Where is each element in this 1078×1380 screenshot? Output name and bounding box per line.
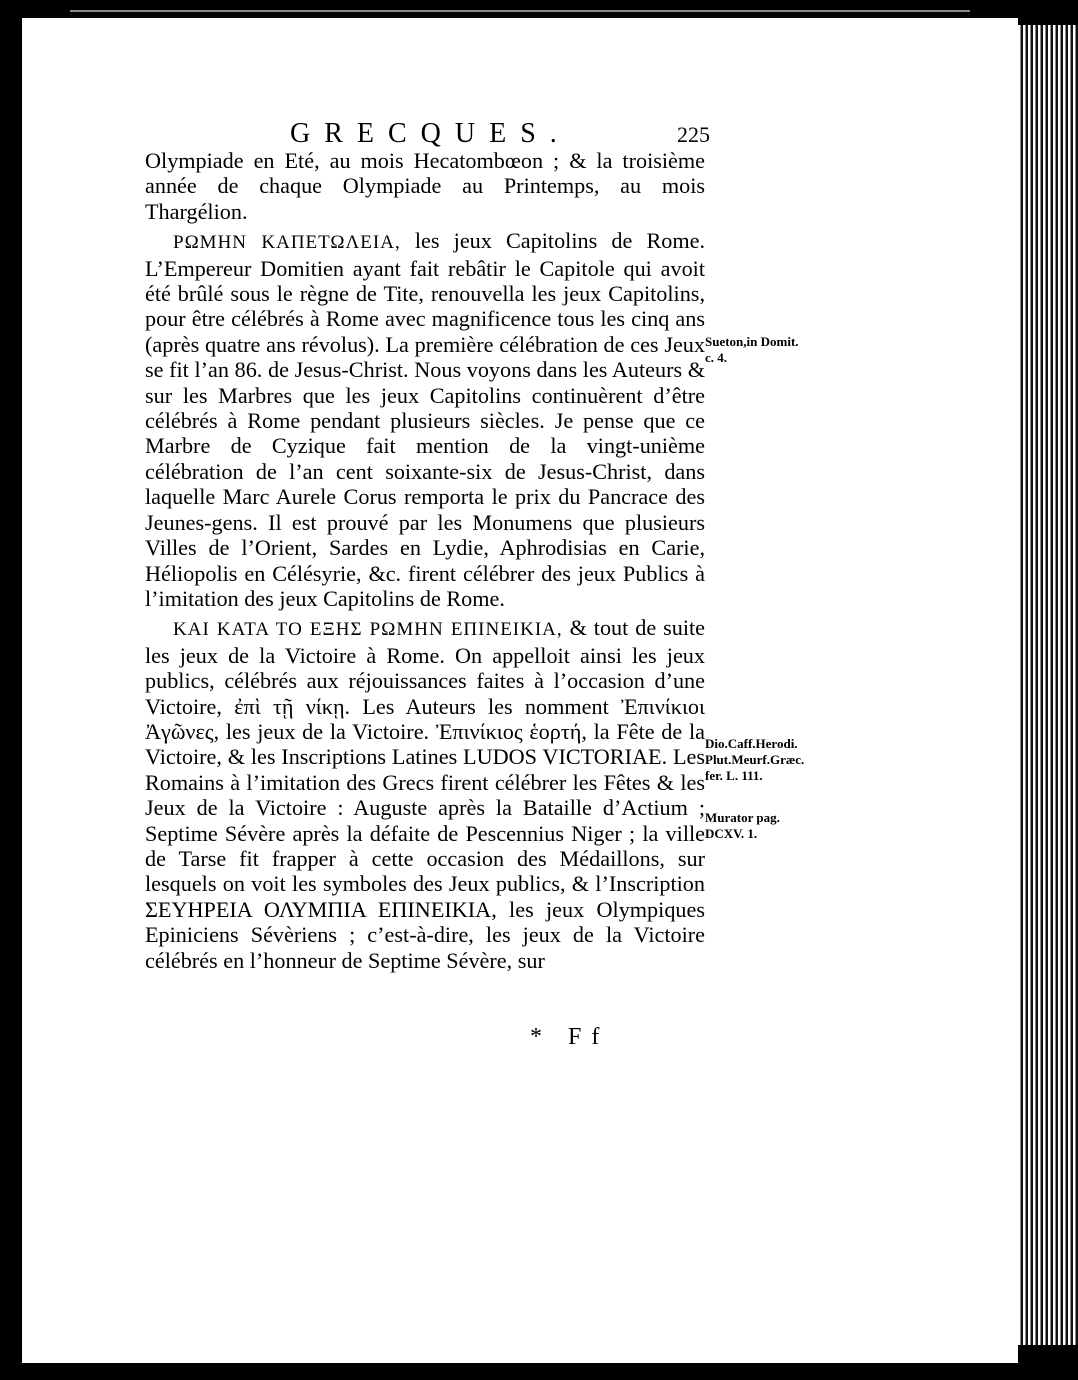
- page-number: 225: [677, 122, 710, 147]
- paragraph-3: [145, 615, 705, 973]
- margin-note-line: Dio.Caff.Herodi.: [705, 736, 798, 751]
- margin-note-line: DCXV. 1.: [705, 826, 758, 841]
- page-left-shadow: [0, 0, 22, 1380]
- paragraph-2: [145, 228, 705, 611]
- margin-note-dio: [705, 736, 845, 784]
- top-scan-line: [70, 10, 970, 12]
- page-edge-stack: [1018, 25, 1078, 1345]
- margin-note-line: c. 4.: [705, 350, 728, 365]
- paragraph-1: Olympiade en Eté, au mois Hecatombœon ; & la troisième année de chaque Olympiade au Printemps, au mois Thargélion.: [145, 148, 705, 224]
- main-text: [145, 148, 705, 973]
- margin-note-suetonius: [705, 334, 845, 366]
- margin-note-murator: [705, 810, 845, 842]
- paragraph-2-text: les jeux Capitolins de Rome. L’Empereur Domitien ayant fait rebâtir le Capitole qui avoit été brûlé sous le règne de Tite, renouvella les jeux Capitolins, pour être célébrés à Rome avec magnificence tous les cinq ans (après quatre ans révolus). La première célébration de ces Jeux se fit l’an 86. de Jesus-Christ. Nous voyons dans les Auteurs & sur les Marbres que les jeux Capitolins continuèrent d’être célébrés à Rome pendant plusieurs siècles. Je pense que ce Marbre de Cyzique fait mention de la vingt-unième célébration de l’an cent soixante-six de Jesus-Christ, dans laquelle Marc Aurele Corus remporta le prix du Pancrace des Jeunes-gens. Il est prouvé par les Monumens que plusieurs Villes de l’Orient, Sardes en Lydie, Aphrodisias en Carie, Héliopolis en Célésyrie, &c. firent célébrer des jeux Publics à l’imitation des jeux Capitolins de Rome.: [145, 228, 706, 611]
- margin-note-line: Plut.Meurf.Græc.: [705, 752, 805, 767]
- greek-heading-capitolia: ΡΩΜΗΝ ΚΑΠΕΤΩΛΕΙΑ,: [173, 232, 401, 254]
- margin-note-line: Sueton,in Domit.: [705, 334, 799, 349]
- paragraph-3-text: & tout de suite les jeux de la Victoire à Rome. On appelloit ainsi les jeux publics, célébrés aux réjouissances faites à l’occasion d’une Victoire, ἐπὶ τῇ νίκῃ. Les Auteurs les nomment Ἐπινίκιοι Ἀγῶνες, les jeux de la Victoire. Ἐπινίκιος ἑορτή, la Fête de la Victoire, & les Inscriptions Latines LUDOS VICTORIAE. Les Romains à l’imitation des Grecs firent célébrer les Fêtes & les Jeux de la Victoire : Auguste après la Bataille d’Actium ; Septime Sévère après la défaite de Pescennius Niger ; la ville de Tarse fit frapper à cette occasion des Médaillons, sur lesquels on voit les symboles des Jeux publics, & l’Inscription ΣΕΥΗΡΕΙΑ ΟΛΥΜΠΙΑ ΕΠΙΝΕΙΚΙΑ, les jeux Olympiques Epiniciens Sévèriens ; c’est-à-dire, les jeux de la Victoire célébrés en l’honneur de Septime Sévère, sur: [145, 615, 705, 973]
- running-title: GRECQUES.: [290, 118, 571, 149]
- greek-heading-epinikia: ΚΑΙ ΚΑΤΑ ΤΟ ΕΞΗΣ ΡΩΜΗΝ ΕΠΙΝΕΙΚΙΑ,: [173, 619, 563, 641]
- margin-note-line: fer. L. 111.: [705, 768, 763, 783]
- signature-mark: * Ff: [530, 1024, 610, 1050]
- margin-note-line: Murator pag.: [705, 810, 780, 825]
